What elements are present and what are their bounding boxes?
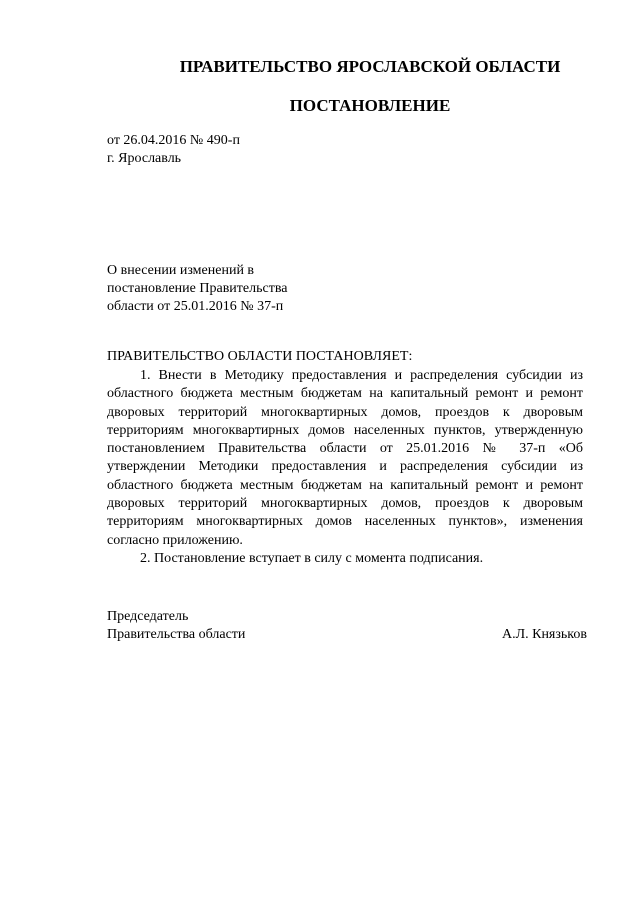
- signer-name: А.Л. Князьков: [502, 627, 587, 642]
- decree-line: ПРАВИТЕЛЬСТВО ОБЛАСТИ ПОСТАНОВЛЯЕТ:: [107, 349, 413, 364]
- date-number: от 26.04.2016 № 490-п: [107, 133, 240, 148]
- paragraph-2: 2. Постановление вступает в силу с момента подписания.: [140, 550, 484, 566]
- subject-line: постановление Правительства: [107, 281, 288, 296]
- document-type-title: ПОСТАНОВЛЕНИЕ: [289, 96, 451, 115]
- city: г. Ярославль: [107, 151, 182, 166]
- paragraph-1: 1. Внести в Методику предоставления и распределения субсидии из областного бюджета местным бюджетам на капитальный ремонт и ремонт дворовых территорий многоквартирных домов, проездов к дворовым территориям многоквартирных домов населенных пунктов, утвержденную постановлением Правительства области от 25.01.2016 № 37-п «Об утверждении Методики предоставления и распределения субсидии из областного бюджета местным бюджетам на капитальный ремонт и ремонт дворовых территорий многоквартирных домов, проездов к дворовым территориям многоквартирных домов населенных пунктов», изменения согласно приложению.: [107, 368, 583, 548]
- document-meta: [107, 132, 240, 168]
- organization-title: ПРАВИТЕЛЬСТВО ЯРОСЛАВСКОЙ ОБЛАСТИ: [179, 57, 561, 76]
- signature-block: [107, 608, 587, 644]
- document-subject: [107, 262, 287, 316]
- signer-title-line1: Председатель: [107, 609, 189, 624]
- document-body: [107, 367, 583, 568]
- signer-title-line2: Правительства области: [107, 627, 246, 642]
- subject-line: О внесении изменений в: [107, 263, 255, 278]
- subject-line: области от 25.01.2016 № 37-п: [107, 299, 284, 314]
